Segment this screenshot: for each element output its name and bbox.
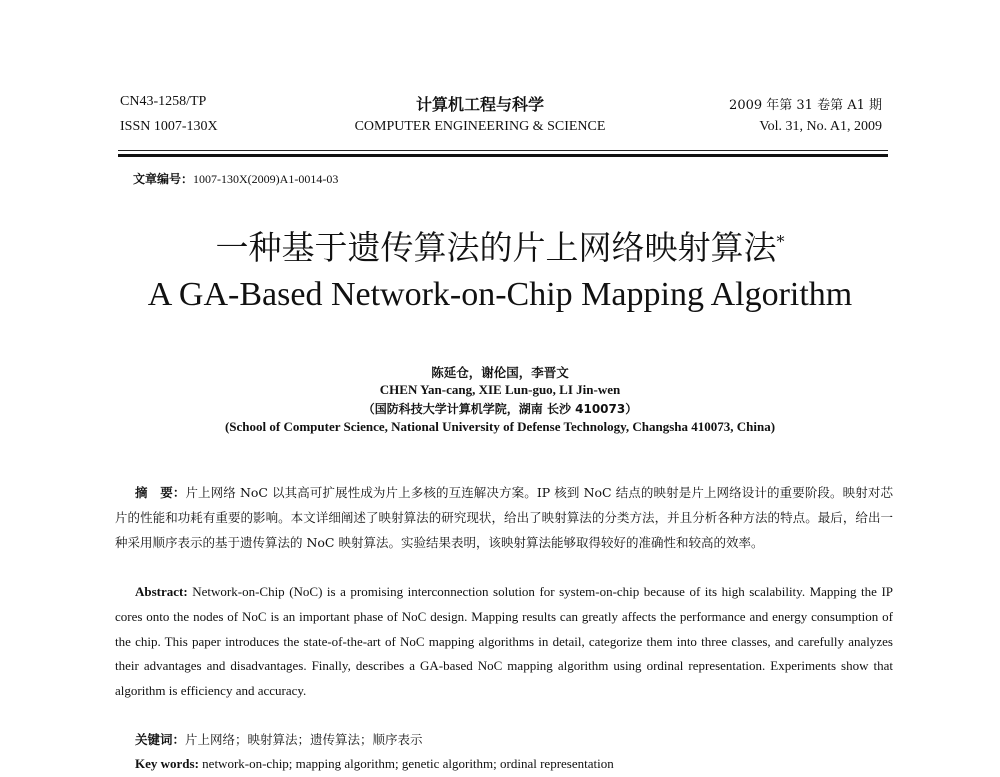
keywords-en-text: network-on-chip; mapping algorithm; genetic algorithm; ordinal representation xyxy=(202,756,614,771)
article-number-label: 文章编号： xyxy=(133,172,194,186)
keywords-cn-label: 关键词： xyxy=(135,732,186,747)
article-number-value: 1007-130X(2009)A1-0014-03 xyxy=(193,172,339,186)
keywords-cn xyxy=(135,728,913,753)
issue-en: Vol. 31, No. A1, 2009 xyxy=(759,119,882,134)
title-en: A GA-Based Network-on-Chip Mapping Algorithm xyxy=(147,276,853,313)
cn-number: CN43-1258/TP xyxy=(120,94,207,109)
header-rule-thick xyxy=(118,154,888,157)
keywords-en-label: Key words: xyxy=(135,756,199,771)
title-footnote-mark: * xyxy=(776,232,785,251)
header-rule-thin xyxy=(118,150,888,151)
journal-name-en: COMPUTER ENGINEERING & SCIENCE xyxy=(354,119,606,134)
title-cn xyxy=(0,222,1000,269)
abstract-cn-label: 摘 要： xyxy=(135,485,186,500)
keywords-en xyxy=(135,752,913,777)
authors-en: CHEN Yan-cang, XIE Lun-guo, LI Jin-wen xyxy=(379,382,621,397)
abstract-cn xyxy=(115,481,893,555)
abstract-en-text: Network-on-Chip (NoC) is a promising interconnection solution for system-on-chip because of its high scalability. Mapping the IP cores onto the nodes of NoC is an important phase of NoC design. Mapping results can greatly affects the performance and energy consumption of the chip. This paper introduces the state-of-the-art of NoC mapping algorithms in detail, categorize them into three classes, and carefully analyzes their advantages and disadvantages. Finally, describes a GA-based NoC mapping algorithm using ordinal representation. Experiments show that algorithm is efficiency and accuracy. xyxy=(115,584,894,699)
issn: ISSN 1007-130X xyxy=(120,119,218,134)
journal-name-cn: 计算机工程与科学 xyxy=(415,95,544,114)
abstract-en-label: Abstract: xyxy=(135,584,188,599)
affiliation-en: (School of Computer Science, National University of Defense Technology, Changsha 410073, China) xyxy=(224,419,776,434)
keywords-cn-text: 片上网络；映射算法；遗传算法；顺序表示 xyxy=(185,732,423,747)
abstract-cn-text: 片上网络 NoC 以其高可扩展性成为片上多核的互连解决方案。IP 核到 NoC 结点的映射是片上网络设计的重要阶段。映射对芯片的性能和功耗有重要的影响。本文详细阐述了映射算法的研究现状，给出了映射算法的分类方法，并且分析各种方法的特点。最后，给出一种采用顺序表示的基于遗传算法的 NoC 映射算法。实验结果表明，该映射算法能够取得较好的准确性和较高的效率。 xyxy=(115,485,893,550)
title-cn-text: 一种基于遗传算法的片上网络映射算法 xyxy=(215,228,777,267)
authors-cn: 陈延仓，谢伦国，李晋文 xyxy=(431,365,569,380)
affiliation-cn: （国防科技大学计算机学院，湖南 长沙 410073） xyxy=(362,402,638,416)
abstract-en xyxy=(115,580,893,704)
issue-cn: 2009 年第 31 卷第 A1 期 xyxy=(729,98,882,113)
article-number xyxy=(133,170,338,187)
